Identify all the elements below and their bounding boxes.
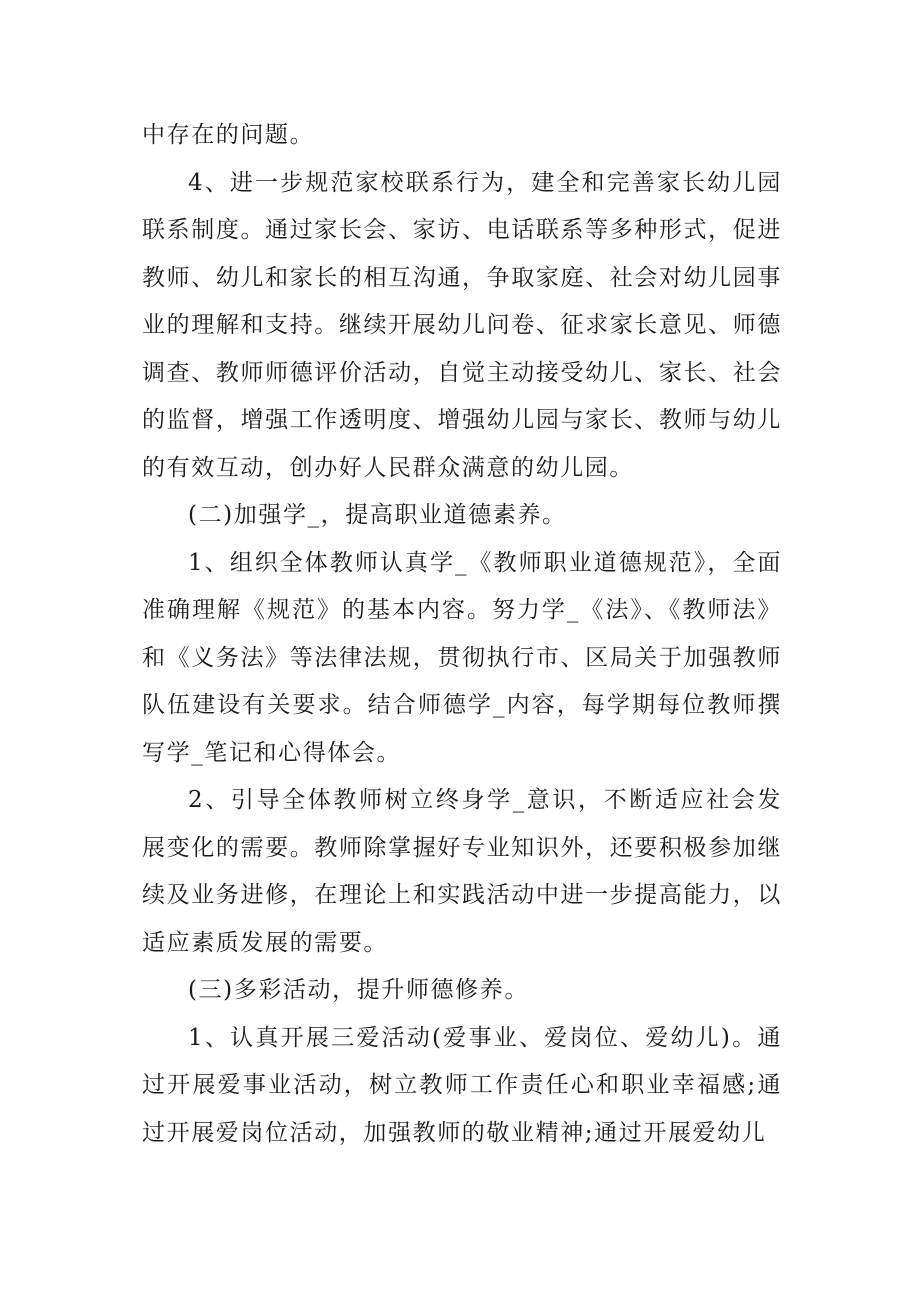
- paragraph-continuation: 中存在的问题。: [142, 122, 315, 148]
- paragraph-item-1-activities: 1、认真开展三爱活动(爱事业、爱岗位、爱幼儿)。通过开展爱事业活动，树立教师工作责任心和职业幸福感;通过开展爱岗位活动，加强教师的敬业精神;通过开展爱幼儿: [142, 1024, 782, 1146]
- paragraph-item-2: 2、引导全体教师树立终身学_意识，不断适应社会发展变化的需要。教师除掌握好专业知识外，还要积极参加继续及业务进修，在理论上和实践活动中进一步提高能力，以适应素质发展的需要。: [142, 787, 782, 956]
- paragraph-item-4: 4、进一步规范家校联系行为，建全和完善家长幼儿园联系制度。通过家长会、家访、电话联系等多种形式，促进教师、幼儿和家长的相互沟通，争取家庭、社会对幼儿园事业的理解和支持。继续开展幼儿问卷、征求家长意见、师德调查、教师师德评价活动，自觉主动接受幼儿、家长、社会的监督，增强工作透明度、增强幼儿园与家长、教师与幼儿的有效互动，创办好人民群众满意的幼儿园。: [142, 169, 782, 481]
- section-heading-3: (三)多彩活动，提升师德修养。: [188, 977, 529, 1003]
- document-body: [142, 112, 782, 1157]
- paragraph-item-1: 1、组织全体教师认真学_《教师职业道德规范》，全面准确理解《规范》的基本内容。努力学_《法》、《教师法》和《义务法》等法律法规，贯彻执行市、区局关于加强教师队伍建设有关要求。结合师德学_内容，每学期每位教师撰写学_笔记和心得体会。: [142, 549, 782, 766]
- section-heading-2: (二)加强学_，提高职业道德素养。: [188, 502, 567, 528]
